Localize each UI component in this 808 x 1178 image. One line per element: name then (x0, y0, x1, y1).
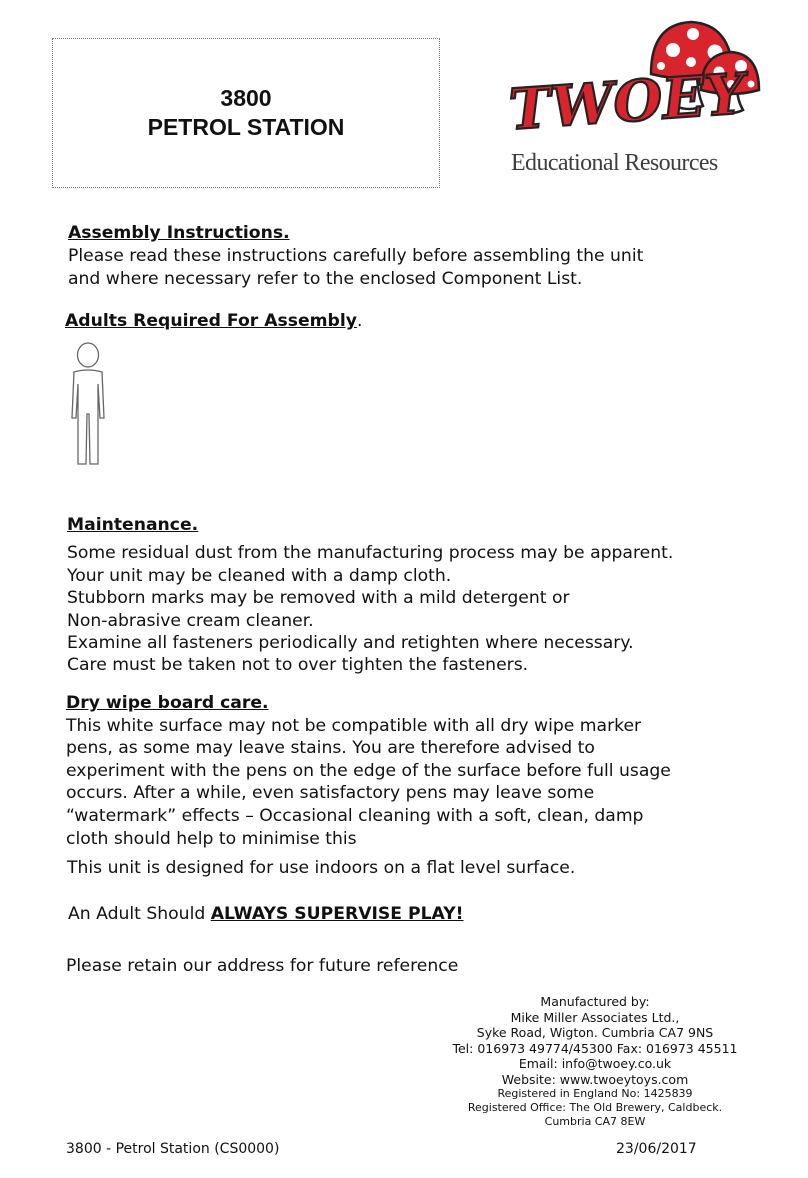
drywipe-line-1: This white surface may not be compatible with all dry wipe marker (66, 715, 642, 736)
manufacturer-email: Email: info@twoey.co.uk (518, 1056, 672, 1071)
manufacturer-address: Syke Road, Wigton. Cumbria CA7 9NS (476, 1025, 714, 1040)
mushroom-logo-graphic (505, 14, 765, 149)
drywipe-heading: Dry wipe board care. (66, 693, 269, 713)
manufacturer-registered: Registered in England No: 1425839 (497, 1087, 693, 1100)
supervise-emphasis: ALWAYS SUPERVISE PLAY! (210, 904, 464, 924)
adults-heading: Adults Required For Assembly (65, 311, 357, 331)
brand-tagline: Educational Resources (511, 150, 718, 176)
adults-section (65, 310, 362, 333)
maintenance-heading: Maintenance. (67, 515, 199, 535)
manufacturer-phone: Tel: 016973 49774/45300 Fax: 016973 45511 (452, 1040, 738, 1056)
manufacturer-company: Mike Miller Associates Ltd., (510, 1009, 680, 1025)
retain-notice: Please retain our address for future reference (66, 956, 459, 976)
drywipe-line-4: occurs. After a while, even satisfactory pens may leave some (66, 783, 595, 804)
manufacturer-office-postcode: Cumbria CA7 8EW (544, 1115, 646, 1128)
maintenance-line-3: Stubborn marks may be removed with a mild detergent or (67, 588, 570, 609)
title-box (52, 38, 440, 188)
assembly-line-1: Please read these instructions carefully before assembling the unit (68, 246, 644, 266)
maintenance-line-1: Some residual dust from the manufacturing process may be apparent. (67, 543, 674, 564)
drywipe-line-3: experiment with the pens on the edge of the surface before full usage (66, 760, 671, 781)
assembly-line-2: and where necessary refer to the enclosed Component List. (68, 269, 583, 289)
person-outline-icon (66, 342, 110, 468)
manufacturer-office: Registered Office: The Old Brewery, Caldbeck. (467, 1101, 723, 1114)
maintenance-line-2: Your unit may be cleaned with a damp cloth. (67, 565, 452, 586)
adults-heading-period: . (356, 311, 363, 331)
indoors-notice: This unit is designed for use indoors on a flat level surface. (67, 858, 576, 878)
drywipe-line-5: “watermark” effects – Occasional cleaning with a soft, clean, damp (66, 805, 644, 826)
brand-wordmark: TWOEY (506, 60, 747, 144)
assembly-heading: Assembly Instructions. (68, 223, 290, 243)
drywipe-line-6: cloth should help to minimise this (66, 828, 357, 849)
product-code: 3800 (220, 85, 272, 111)
assembly-section (68, 222, 643, 291)
supervise-notice (68, 903, 463, 926)
document-date: 23/06/2017 (616, 1141, 697, 1157)
twoey-logo (505, 14, 765, 184)
maintenance-line-4: Non-abrasive cream cleaner. (67, 610, 314, 631)
maintenance-line-5: Examine all fasteners periodically and retighten where necessary. (67, 633, 634, 654)
document-reference: 3800 - Petrol Station (CS0000) (66, 1141, 280, 1157)
manufacturer-website: Website: www.twoeytoys.com (501, 1071, 689, 1087)
drywipe-line-2: pens, as some may leave stains. You are therefore advised to (66, 738, 595, 759)
manufacturer-block (420, 994, 770, 1129)
supervise-prefix: An Adult Should (68, 904, 211, 924)
maintenance-section (67, 514, 673, 677)
manufacturer-label: Manufactured by: (540, 994, 650, 1009)
product-name: PETROL STATION (147, 114, 345, 140)
maintenance-line-6: Care must be taken not to over tighten the fasteners. (67, 655, 529, 676)
drywipe-section (66, 692, 671, 850)
